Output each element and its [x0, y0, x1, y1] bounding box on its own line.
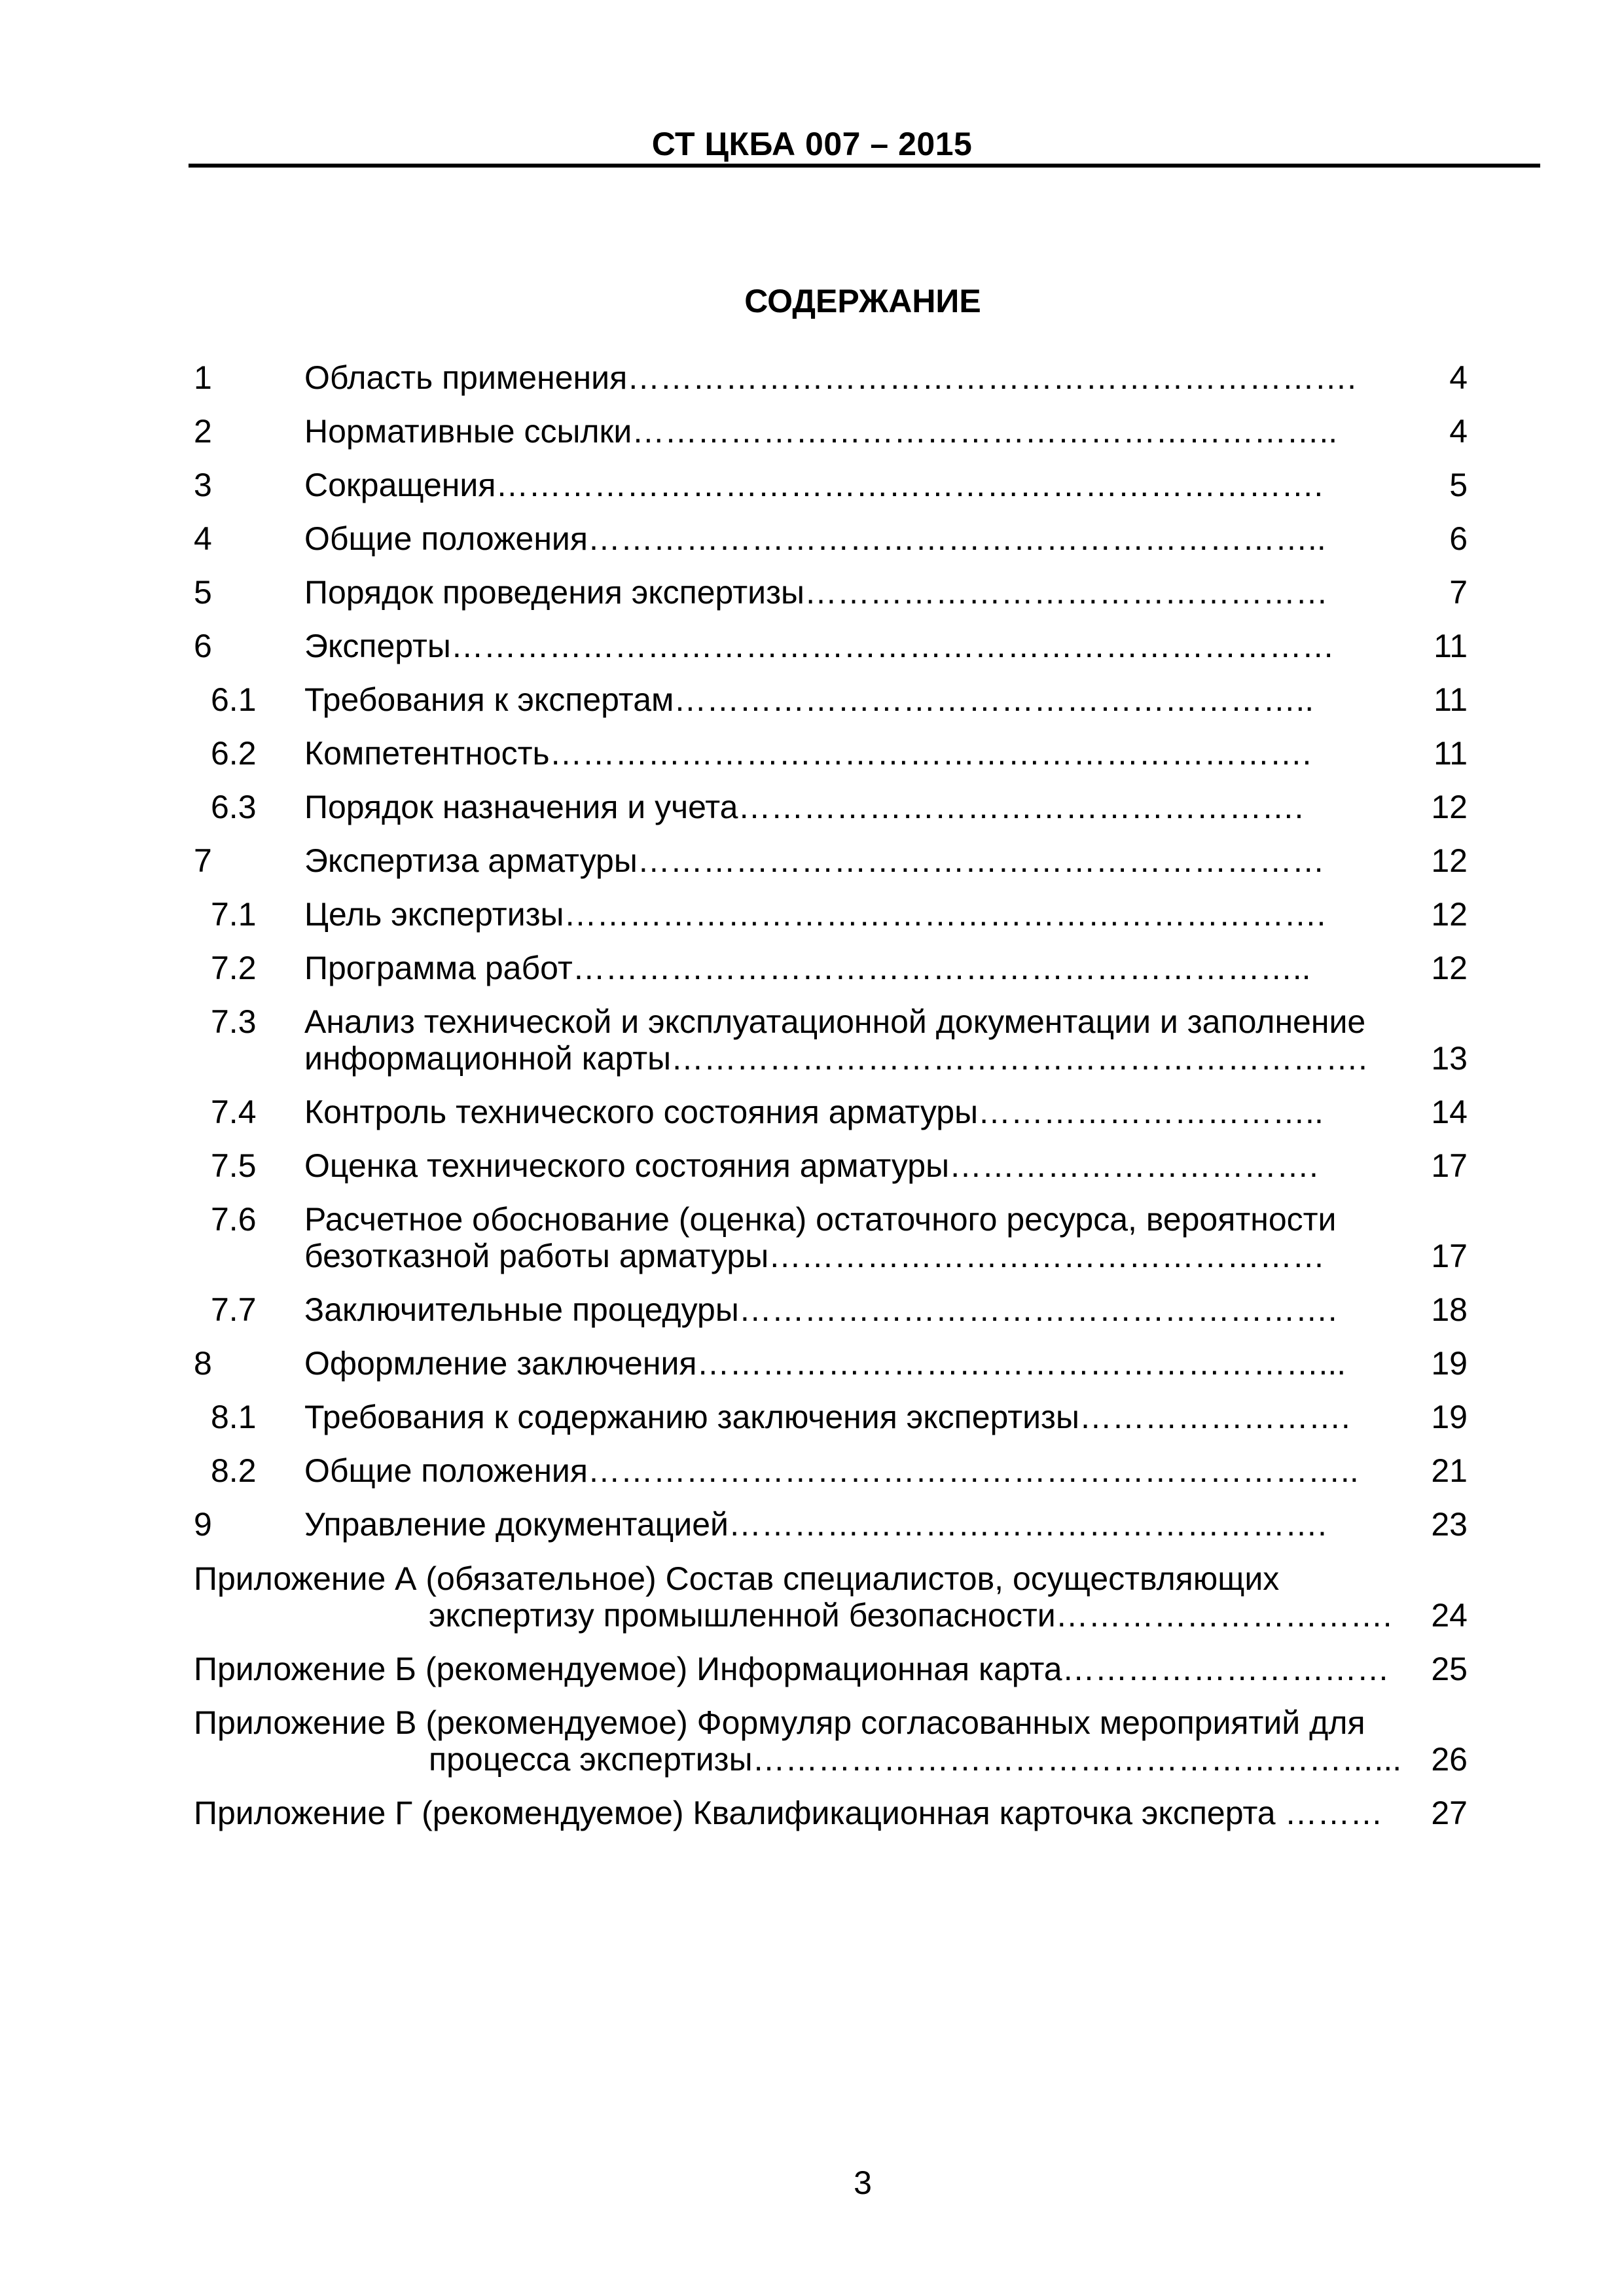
- toc-entry-title: Управление документацией……………………………………………….: [304, 1506, 1327, 1543]
- toc-entry-page: 14: [1431, 1094, 1468, 1130]
- toc-entry-title: Компетентность…………………………………………………………….: [304, 735, 1312, 772]
- toc-entry[interactable]: [0, 1503, 1624, 1545]
- toc-appendix-continuation[interactable]: [0, 1738, 1624, 1780]
- toc-entry[interactable]: [0, 786, 1624, 828]
- toc-appendix[interactable]: [0, 1792, 1624, 1834]
- toc-entry[interactable]: [0, 1145, 1624, 1187]
- toc-entry-title: Анализ технической и эксплуатационной документации и заполнение: [304, 1003, 1366, 1040]
- toc-entry-title: Цель экспертизы…………………………………………………………….: [304, 896, 1326, 933]
- toc-appendix[interactable]: [0, 1648, 1624, 1690]
- toc-entry-number: 7: [194, 842, 212, 879]
- toc-entry[interactable]: [0, 947, 1624, 989]
- toc-entry[interactable]: [0, 679, 1624, 721]
- toc-entry[interactable]: [0, 1450, 1624, 1492]
- toc-entry-page: 4: [1449, 359, 1468, 396]
- toc-entry[interactable]: [0, 1198, 1624, 1240]
- toc-entry-title: Контроль технического состояния арматуры…………………………..: [304, 1094, 1324, 1130]
- toc-entry-page: 12: [1431, 950, 1468, 986]
- toc-entry-continuation[interactable]: [0, 1235, 1624, 1277]
- toc-entry-title: Оценка технического состояния арматуры…………………………….: [304, 1147, 1318, 1184]
- toc-entry-title: Расчетное обоснование (оценка) остаточного ресурса, вероятности: [304, 1201, 1337, 1238]
- toc-entry[interactable]: [0, 518, 1624, 560]
- toc-entry-page: 5: [1449, 467, 1468, 503]
- toc-entry-title: Нормативные ссылки………………………………………………………..: [304, 413, 1338, 450]
- toc-entry-number: 3: [194, 467, 212, 503]
- toc-entry-number: 7.2: [211, 950, 257, 986]
- toc-entry-number: 5: [194, 574, 212, 611]
- toc-entry-title: Экспертиза арматуры………………………………………………………: [304, 842, 1325, 879]
- toc-entry-title: Порядок проведения экспертизы…………………………………………: [304, 574, 1328, 611]
- toc-entry-title: Сокращения………………………………………………………………….: [304, 467, 1324, 503]
- toc-entry-page: 23: [1431, 1506, 1468, 1543]
- toc-appendix-page: 24: [1431, 1597, 1468, 1634]
- toc-appendix-page: 27: [1431, 1795, 1468, 1831]
- toc-entry-number: 8.1: [211, 1399, 257, 1435]
- toc-entry-page: 12: [1431, 842, 1468, 879]
- toc-entry-number: 6.2: [211, 735, 257, 772]
- toc-appendix-title: Приложение В (рекомендуемое) Формуляр согласованных мероприятий для: [194, 1704, 1365, 1741]
- toc-appendix-page: 26: [1431, 1741, 1468, 1778]
- toc-entry-page: 12: [1431, 896, 1468, 933]
- toc-entry-page: 17: [1431, 1147, 1468, 1184]
- toc-entry[interactable]: [0, 1396, 1624, 1438]
- toc-entry-number: 2: [194, 413, 212, 450]
- toc-entry-page: 13: [1431, 1040, 1468, 1077]
- toc-appendix-title-continued: экспертизу промышленной безопасности………………………….: [429, 1597, 1392, 1634]
- toc-entry-title: Общие положения……………………………………………………………..: [304, 1452, 1359, 1489]
- toc-entry-title-continued: информационной карты……………………………………………………….: [304, 1040, 1367, 1077]
- toc-appendix-page: 25: [1431, 1651, 1468, 1687]
- toc-entry-title-continued: безотказной работы арматуры……………………………………………: [304, 1238, 1326, 1274]
- toc-appendix[interactable]: [0, 1702, 1624, 1744]
- toc-entry-title: Эксперты………………………………………………………………………: [304, 628, 1335, 664]
- toc-entry-continuation[interactable]: [0, 1037, 1624, 1079]
- toc-entry-page: 7: [1449, 574, 1468, 611]
- toc-entry-page: 11: [1434, 681, 1468, 718]
- toc-entry-title: Область применения………………………………………………………….: [304, 359, 1357, 396]
- toc-appendix-title-continued: процесса экспертизы…………………………………………………...: [429, 1741, 1402, 1778]
- toc-entry-number: 1: [194, 359, 212, 396]
- toc-entry[interactable]: [0, 1342, 1624, 1384]
- document-code-header: СТ ЦКБА 007 – 2015: [651, 126, 973, 162]
- toc-entry-page: 12: [1431, 789, 1468, 825]
- toc-entry-title: Оформление заключения…………………………………………………...: [304, 1345, 1346, 1382]
- toc-entry[interactable]: [0, 732, 1624, 774]
- toc-entry-number: 7.3: [211, 1003, 257, 1040]
- toc-entry-number: 7.7: [211, 1291, 257, 1328]
- toc-entry-title: Заключительные процедуры……………………………………………….: [304, 1291, 1337, 1328]
- toc-entry[interactable]: [0, 410, 1624, 452]
- toc-entry[interactable]: [0, 1289, 1624, 1331]
- toc-entry-number: 6: [194, 628, 212, 664]
- toc-entry[interactable]: [0, 357, 1624, 399]
- toc-entry-title: Программа работ…………………………………………………………..: [304, 950, 1311, 986]
- header-rule: [189, 164, 1540, 168]
- toc-entry-number: 7.4: [211, 1094, 257, 1130]
- toc-appendix-title: Приложение Г (рекомендуемое) Квалификационная карточка эксперта ………: [194, 1795, 1383, 1831]
- toc-appendix[interactable]: [0, 1558, 1624, 1600]
- toc-entry-title: Общие положения…………………………………………………………..: [304, 520, 1326, 557]
- toc-entry[interactable]: [0, 840, 1624, 882]
- toc-entry[interactable]: [0, 1091, 1624, 1133]
- toc-entry-page: 11: [1434, 735, 1468, 772]
- toc-entry[interactable]: [0, 1001, 1624, 1043]
- toc-entry[interactable]: [0, 571, 1624, 613]
- toc-entry-page: 19: [1431, 1345, 1468, 1382]
- toc-entry[interactable]: [0, 893, 1624, 935]
- toc-entry-number: 7.1: [211, 896, 257, 933]
- toc-entry-number: 4: [194, 520, 212, 557]
- toc-entry-number: 6.3: [211, 789, 257, 825]
- toc-entry-page: 21: [1431, 1452, 1468, 1489]
- toc-entry-number: 8.2: [211, 1452, 257, 1489]
- toc-entry-number: 8: [194, 1345, 212, 1382]
- toc-entry-title: Требования к содержанию заключения экспертизы…………………….: [304, 1399, 1350, 1435]
- toc-appendix-title: Приложение А (обязательное) Состав специалистов, осуществляющих: [194, 1560, 1280, 1597]
- toc-entry-title: Требования к экспертам…………………………………………………..: [304, 681, 1314, 718]
- toc-entry-number: 7.6: [211, 1201, 257, 1238]
- page-number: 3: [854, 2164, 872, 2201]
- toc-entry-page: 4: [1449, 413, 1468, 450]
- toc-appendix-continuation[interactable]: [0, 1594, 1624, 1636]
- toc-entry-page: 19: [1431, 1399, 1468, 1435]
- toc-entry-number: 6.1: [211, 681, 257, 718]
- toc-entry-title: Порядок назначения и учета…………………………………………….: [304, 789, 1304, 825]
- toc-appendix-title: Приложение Б (рекомендуемое) Информационная карта…………………………: [194, 1651, 1390, 1687]
- toc-entry-page: 11: [1434, 628, 1468, 664]
- toc-entry-page: 18: [1431, 1291, 1468, 1328]
- toc-entry[interactable]: [0, 464, 1624, 506]
- toc-entry-number: 7.5: [211, 1147, 257, 1184]
- toc-entry[interactable]: [0, 625, 1624, 667]
- toc-entry-number: 9: [194, 1506, 212, 1543]
- toc-entry-page: 6: [1449, 520, 1468, 557]
- toc-entry-page: 17: [1431, 1238, 1468, 1274]
- toc-title: СОДЕРЖАНИЕ: [744, 283, 981, 319]
